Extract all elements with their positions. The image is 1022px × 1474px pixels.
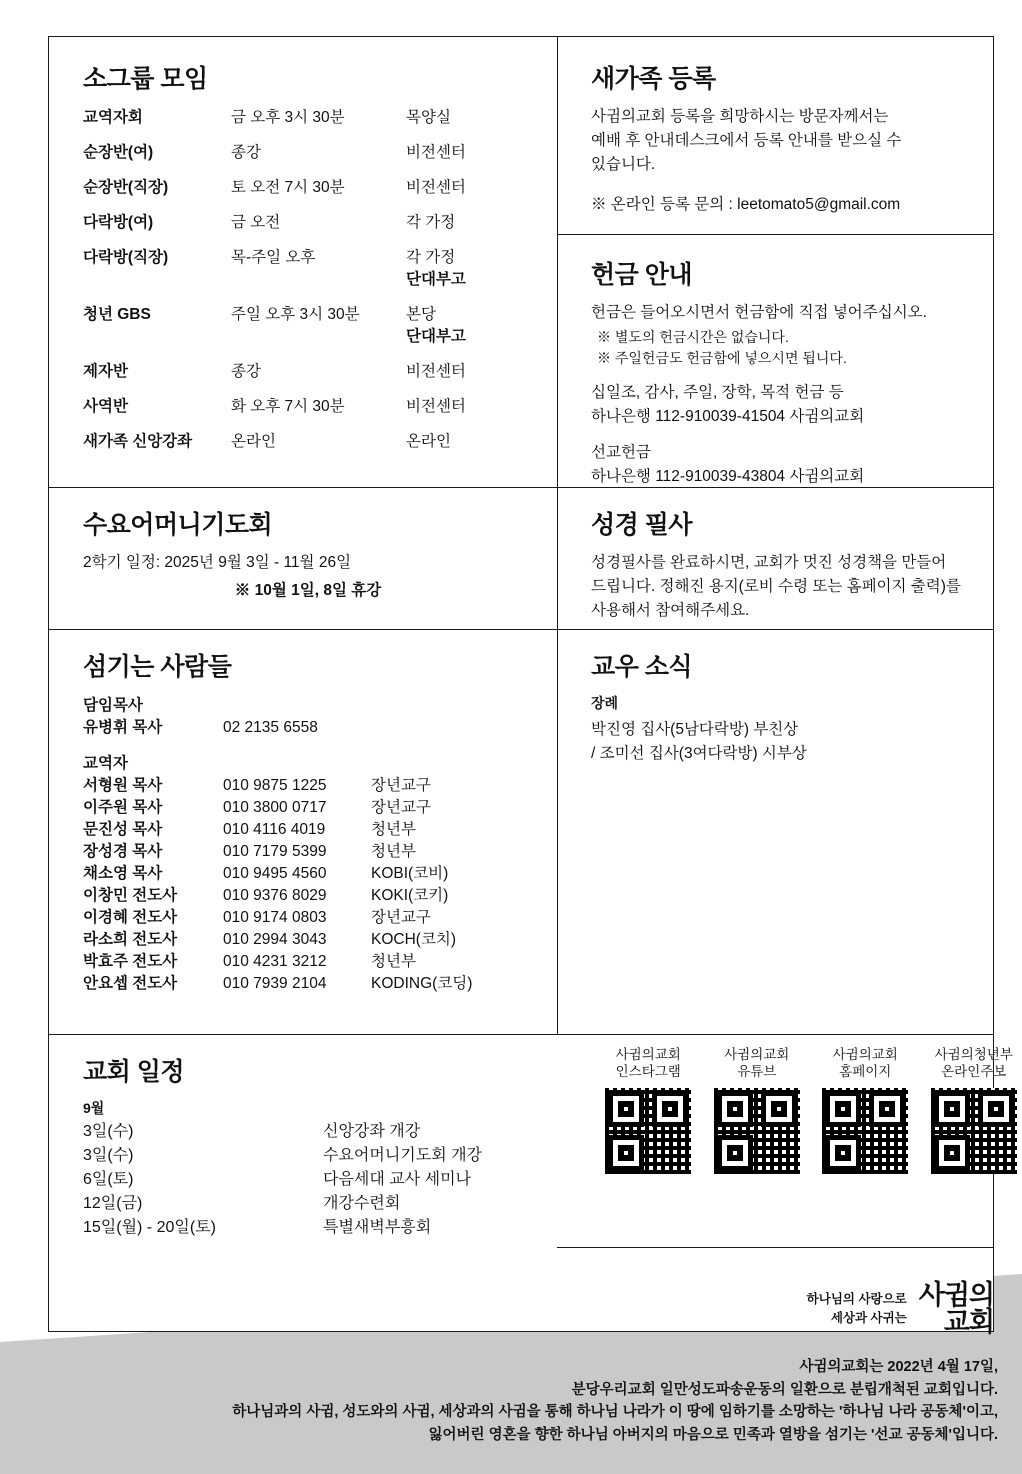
staff-name: 서형원 목사 [83,777,163,794]
staff-phone: 02 2135 6558 [223,719,318,736]
staff-phone: 010 9174 0803 [223,909,327,926]
group-place: 본당 [406,306,436,323]
group-place: 온라인 [406,433,451,450]
divider-qr-bottom [557,1247,994,1248]
staff-dept: 장년교구 [371,799,431,816]
group-time: 주일 오후 3시 30분 [231,306,360,323]
news-section [591,647,991,766]
staff-phone: 010 4231 3212 [223,953,327,970]
schedule-event: 신앙강좌 개강 [323,1122,421,1140]
list-item [83,717,543,739]
new-family-section [591,59,981,217]
new-family-line1: 사귐의교회 등록을 희망하시는 방문자께서는 [591,108,889,125]
qr-caption-line1: 사귐의교회 [832,1047,898,1062]
table-row [83,1168,543,1192]
qr-code-group [601,1047,1021,1174]
divider-row3 [49,629,994,630]
bible-writing-line2: 드립니다. 정해진 용지(로비 수령 또는 홈페이지 출력)를 [591,578,961,596]
table-row [83,140,543,162]
qr-code-icon[interactable] [822,1088,908,1174]
table-row [83,302,543,346]
staff-name: 채소영 목사 [83,865,163,882]
footer-line3: 하나님과의 사귐, 성도와의 사귐, 세상과의 사귐을 통해 하나님 나라가 이 땅에 임하기를 소망하는 '하나님 나라 공동체'이고, [232,1404,998,1421]
wednesday-prayer-title: 수요어머니기도회 [83,511,273,539]
group-place: 각 가정 [406,214,456,231]
table-row [83,245,543,289]
offering-note1: ※ 별도의 헌금시간은 없습니다. [597,329,789,346]
bible-writing-section [591,505,991,623]
group-place: 비전센터 [406,363,466,380]
logo-mark-line2: 교회 [943,1307,994,1337]
staff-phone: 010 9495 4560 [223,865,327,882]
group-time: 종강 [231,363,261,380]
table-row [83,394,543,416]
list-item [83,841,543,863]
table-row [83,1216,543,1240]
staff-dept: 장년교구 [371,777,431,794]
table-row [83,1192,543,1216]
offering-line1: 헌금은 들어오시면서 헌금함에 직접 넣어주십시오. [591,304,927,321]
footer-text [0,1356,1022,1446]
qr-code-icon[interactable] [605,1088,691,1174]
bible-writing-line1: 성경필사를 완료하시면, 교회가 멋진 성경책을 만들어 [591,554,947,571]
qr-instagram[interactable] [601,1047,696,1174]
staff-phone: 010 9376 8029 [223,887,327,904]
group-name: 교역자회 [83,109,143,126]
group-place: 비전센터 [406,179,466,196]
group-time: 금 오전 [231,214,281,231]
staff-dept: KOKI(코키) [371,887,449,904]
table-row [83,429,543,451]
staff-dept: KODING(코딩) [371,975,473,992]
qr-homepage[interactable] [818,1047,913,1174]
offering-account1: 하나은행 112-910039-41504 사귐의교회 [591,408,865,426]
staff-dept: KOBI(코비) [371,865,449,882]
list-item [83,775,543,797]
staff-name: 이창민 전도사 [83,887,178,904]
new-family-title: 새가족 등록 [591,65,716,93]
qr-caption-line2: 인스타그램 [615,1063,681,1079]
offering-kinds: 십일조, 감사, 주일, 장학, 목적 헌금 등 [591,384,844,402]
staff-name: 박효주 전도사 [83,953,178,970]
staff-name: 이경혜 전도사 [83,909,178,926]
list-item [83,819,543,841]
wednesday-prayer-section [83,505,533,603]
staff-title: 섬기는 사람들 [83,653,232,681]
church-logo [807,1282,994,1336]
vertical-divider [557,37,558,1034]
qr-caption-line1: 사귐의교회 [724,1047,790,1062]
qr-code-icon[interactable] [931,1088,1017,1174]
footer-line4: 잃어버린 영혼을 향한 하나님 아버지의 마음으로 민족과 열방을 섬기는 '선교 공동체'입니다. [428,1426,998,1443]
table-row [83,1144,543,1168]
ministers-label: 교역자 [83,755,128,772]
qr-code-icon[interactable] [714,1088,800,1174]
head-pastor-label: 담임목사 [83,697,143,714]
staff-name: 유병휘 목사 [83,719,163,736]
qr-caption-line1: 사귐의청년부 [934,1047,1013,1062]
schedule-date: 12일(금) [83,1194,143,1212]
staff-name: 안요셉 전도사 [83,975,178,992]
staff-phone: 010 4116 4019 [223,821,326,838]
new-family-line2: 예배 후 안내데스크에서 등록 안내를 받으실 수 [591,132,902,150]
footer-line1: 사귐의교회는 2022년 4월 17일, [799,1359,998,1376]
schedule-event: 다음세대 교사 세미나 [323,1170,471,1188]
group-name: 청년 GBS [83,306,151,323]
bible-writing-title: 성경 필사 [591,511,693,539]
group-place: 비전센터 [406,144,466,161]
staff-dept: 장년교구 [371,909,431,926]
list-item [83,885,543,907]
staff-phone: 010 2994 3043 [223,931,327,948]
group-place: 비전센터 [406,398,466,415]
group-place: 각 가정 [406,249,456,266]
small-group-section [83,59,543,464]
new-family-contact: ※ 온라인 등록 문의 : leetomato5@gmail.com [591,196,901,214]
logo-slogan-line1: 하나님의 사랑으로 [806,1292,907,1307]
schedule-date: 6일(토) [83,1170,134,1188]
small-group-title: 소그룹 모임 [83,65,208,93]
group-time: 온라인 [231,433,276,450]
list-item [83,797,543,819]
church-schedule-title: 교회 일정 [83,1058,185,1086]
group-time: 화 오후 7시 30분 [231,398,345,415]
church-schedule-section [83,1052,543,1240]
divider-newfamily-offering [557,234,994,235]
staff-section [83,647,543,995]
wednesday-prayer-break: ※ 10월 1일, 8일 휴강 [234,582,382,600]
list-item [83,863,543,885]
staff-name: 문진성 목사 [83,821,163,838]
staff-dept: 청년부 [371,821,416,838]
group-time: 토 오전 7시 30분 [231,179,345,196]
schedule-event: 개강수련회 [323,1194,401,1212]
staff-name: 라소희 전도사 [83,931,178,948]
group-name: 제자반 [83,363,128,380]
qr-youth-bulletin[interactable] [927,1047,1022,1174]
qr-caption-line2: 유튜브 [737,1063,777,1079]
table-row [83,105,543,127]
group-time: 종강 [231,144,261,161]
group-place-detail: 단대부고 [406,271,466,288]
group-name: 사역반 [83,398,128,415]
group-name: 다락방(여) [83,214,154,231]
table-row [83,359,543,381]
staff-name: 장성경 목사 [83,843,163,860]
group-time: 목-주일 오후 [231,249,316,266]
news-line1: 박진영 집사(5남다락방) 부친상 [591,720,799,738]
table-row [83,175,543,197]
schedule-date: 3일(수) [83,1122,134,1140]
schedule-event: 특별새벽부흥회 [323,1218,432,1236]
divider-row4 [49,1034,994,1035]
staff-phone: 010 7179 5399 [223,843,327,860]
qr-youtube[interactable] [710,1047,805,1174]
list-item [83,951,543,973]
group-name: 순장반(직장) [83,179,169,196]
staff-dept: 청년부 [371,843,416,860]
group-place-detail: 단대부고 [406,328,466,345]
offering-note2: ※ 주일헌금도 헌금함에 넣으시면 됩니다. [597,350,847,367]
qr-caption-line1: 사귐의교회 [615,1047,681,1062]
table-row [83,210,543,232]
schedule-date: 15일(월) - 20일(토) [83,1218,216,1236]
group-name: 새가족 신앙강좌 [83,433,193,450]
logo-slogan-line2: 세상과 사귀는 [830,1311,907,1325]
staff-phone: 010 7939 2104 [223,975,327,992]
list-item [83,929,543,951]
group-name: 순장반(여) [83,144,154,161]
schedule-date: 3일(수) [83,1146,134,1164]
qr-caption-line2: 홈페이지 [839,1063,892,1079]
news-title: 교우 소식 [591,653,693,681]
footer-line2: 분당우리교회 일만성도파송운동의 일환으로 분립개척된 교회입니다. [571,1381,998,1398]
staff-dept: KOCH(코치) [371,931,457,948]
offering-section [591,255,991,489]
group-place: 목양실 [406,109,451,126]
bible-writing-line3: 사용해서 참여해주세요. [591,602,750,620]
offering-mission-label: 선교헌금 [591,444,651,462]
staff-name: 이주원 목사 [83,799,163,816]
group-time: 금 오후 3시 30분 [231,109,345,126]
content-sheet [48,36,1013,1332]
church-schedule-month: 9월 [83,1100,105,1116]
offering-account2: 하나은행 112-910039-43804 사귐의교회 [591,468,865,486]
list-item [83,907,543,929]
staff-phone: 010 3800 0717 [223,799,327,816]
group-name: 다락방(직장) [83,249,169,266]
offering-title: 헌금 안내 [591,261,693,289]
news-line2: / 조미선 집사(3여다락방) 시부상 [591,744,807,762]
qr-caption-line2: 온라인주보 [941,1063,1007,1079]
list-item [83,973,543,995]
news-category: 장례 [591,695,619,711]
new-family-line3: 있습니다. [591,156,656,174]
staff-dept: 청년부 [371,953,416,970]
schedule-event: 수요어머니기도회 개강 [323,1146,483,1164]
wednesday-prayer-schedule: 2학기 일정: 2025년 9월 3일 - 11월 26일 [83,554,352,571]
staff-phone: 010 9875 1225 [223,777,327,794]
table-row [83,1120,543,1144]
logo-mark-line1: 사귐의 [918,1280,994,1310]
